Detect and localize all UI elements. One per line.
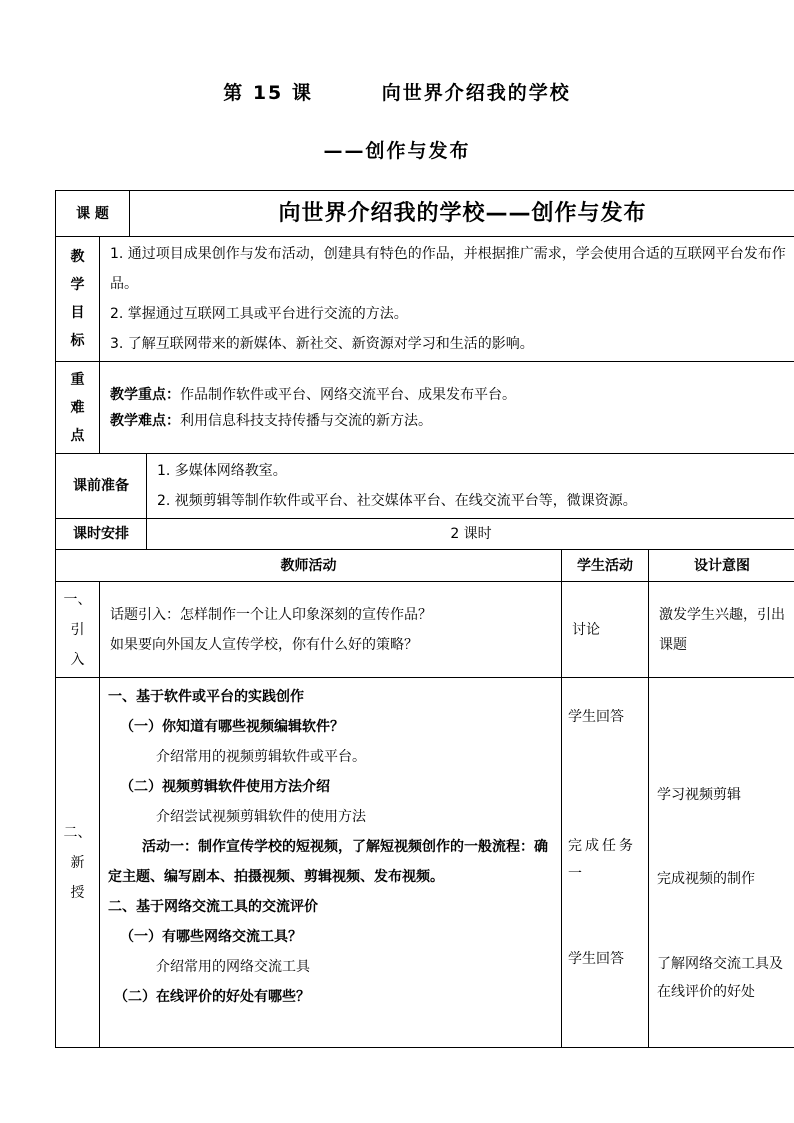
design-1: 学习视频剪辑 [657, 787, 741, 803]
schedule-value: 2 课时 [147, 519, 794, 550]
design-3: 了解网络交流工具及在线评价的好处 [657, 956, 783, 1000]
goals-label: 教 学 目 标 [56, 237, 100, 362]
topic-label: 课 题 [56, 191, 130, 237]
prep-label: 课前准备 [56, 454, 147, 519]
goal-item: 2. 掌握通过互联网工具或平台进行交流的方法。 [110, 306, 408, 322]
new-text-3: 介绍常用的网络交流工具 [156, 959, 310, 975]
intro-teacher-line: 如果要向外国友人宣传学校，你有什么好的策略？ [110, 636, 418, 653]
header-student: 学生活动 [562, 550, 649, 582]
new-subsection-4: （二）在线评价的好处有哪些？ [114, 989, 310, 1005]
key-point-text: 作品制作软件或平台、网络交流平台、成果发布平台。 [180, 386, 516, 403]
prep-item: 1. 多媒体网络教室。 [157, 463, 287, 479]
header-teacher: 教师活动 [56, 550, 562, 582]
intro-teacher [100, 582, 562, 678]
new-subsection-1: （一）你知道有哪些视频编辑软件？ [120, 719, 344, 735]
new-text-2: 介绍尝试视频剪辑软件的使用方法 [156, 809, 366, 825]
key-content [100, 362, 794, 454]
goal-item: 3. 了解互联网带来的新媒体、新社交、新资源对学习和生活的影响。 [110, 336, 534, 352]
new-label: 二、 新 授 [56, 678, 100, 1048]
intro-teacher-line: 话题引入：怎样制作一个让人印象深刻的宣传作品？ [110, 606, 432, 623]
prep-item: 2. 视频剪辑等制作软件或平台、社交媒体平台、在线交流平台等，微课资源。 [157, 493, 637, 509]
new-student [562, 678, 649, 1048]
goal-item: 1. 通过项目成果创作与发布活动，创建具有特色的作品，并根据推广需求，学会使用合适的互联网平台发布作品。 [110, 246, 786, 292]
design-2: 完成视频的制作 [657, 871, 755, 887]
lesson-plan-table [55, 190, 794, 1048]
lesson-subtitle: ——创作与发布 [323, 140, 471, 162]
new-subsection-3: （一）有哪些网络交流工具？ [120, 929, 302, 945]
student-activity-2: 完成任务一 [568, 838, 636, 882]
student-activity-1: 学生回答 [568, 709, 624, 725]
topic-value: 向世界介绍我的学校——创作与发布 [130, 191, 794, 237]
student-activity-3: 学生回答 [568, 951, 624, 967]
key-point-label: 教学重点： [110, 386, 180, 403]
key-label: 重 难 点 [56, 362, 100, 454]
goals-content [100, 237, 794, 362]
new-text-1: 介绍常用的视频剪辑软件或平台。 [156, 749, 366, 765]
intro-label: 一、 引 入 [56, 582, 100, 678]
new-teacher [100, 678, 562, 1048]
activity-one: 活动一：制作宣传学校的短视频，了解短视频创作的一般流程：确定主题、编写剧本、拍摄视频、剪辑视频、发布视频。 [108, 839, 548, 885]
schedule-label: 课时安排 [56, 519, 147, 550]
new-section-1: 一、基于软件或平台的实践创作 [108, 689, 304, 705]
header-design: 设计意图 [649, 550, 794, 582]
new-design [649, 678, 794, 1048]
difficulty-label: 教学难点： [110, 412, 180, 429]
prep-content [147, 454, 794, 519]
new-subsection-2: （二）视频剪辑软件使用方法介绍 [120, 779, 330, 795]
intro-student: 讨论 [562, 582, 649, 678]
lesson-title: 第 15 课 向世界介绍我的学校 [223, 82, 571, 104]
intro-design: 激发学生兴趣，引出课题 [649, 582, 794, 678]
new-section-2: 二、基于网络交流工具的交流评价 [108, 899, 318, 915]
difficulty-text: 利用信息科技支持传播与交流的新方法。 [180, 412, 432, 429]
